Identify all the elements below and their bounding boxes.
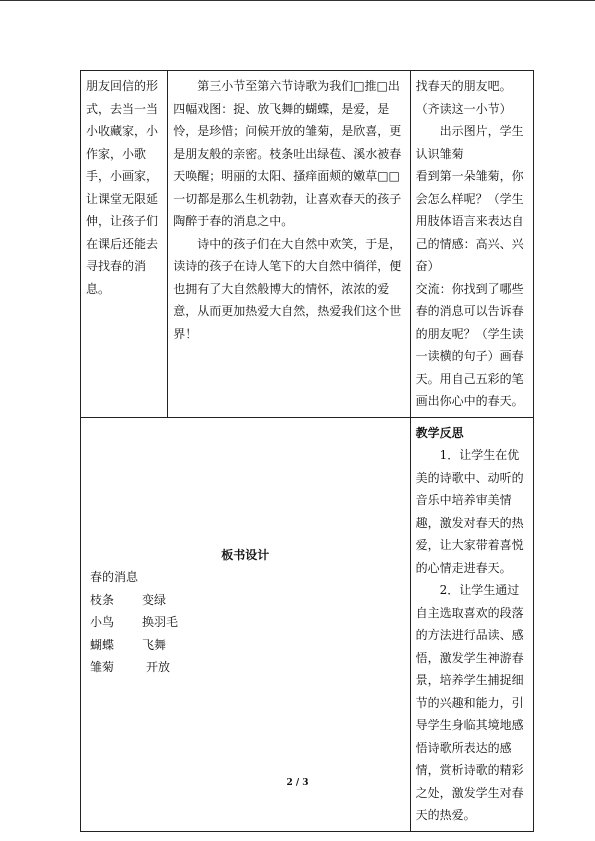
cell-design-intent <box>81 71 168 418</box>
design-intent-text: 朋友回信的形式，去当一当小收藏家，小作家，小歌手，小画家，让课堂无限延伸，让孩子们在课后还能去寻找春的消息。 <box>86 79 159 296</box>
page-number: 2 / 3 <box>286 778 309 788</box>
board-key: 小鸟 <box>90 615 115 629</box>
activity-line: 出示图片，学生认识雏菊 <box>415 124 524 161</box>
analysis-paragraph: 第三小节至第六节诗歌为我们□推□出四幅戏图：捉、放飞舞的蝴蝶，是爱，是怜，是珍惜；问候开放的雏菊，是欣喜，更是朋友般的亲密。枝条吐出绿苞、溪水被春天唤醒；明丽的太阳、搔痒面颊的嫩草□□一切都是那么生机勃勃，让喜欢春天的孩子陶醉于春的消息之中。 <box>173 79 402 228</box>
activity-line: 找春天的朋友吧。（齐读这一小节） <box>415 79 512 116</box>
board-row <box>90 589 405 612</box>
table-row <box>81 71 534 418</box>
top-rule <box>0 0 595 1</box>
table-row <box>81 417 534 831</box>
board-key: 雏菊 <box>90 660 115 674</box>
board-title: 板书设计 <box>221 547 270 562</box>
cell-analysis <box>168 71 410 418</box>
activity-line: 交流：你找到了哪些春的消息可以告诉春的朋友呢？（学生读一读横的句子）画春天。用自己五彩的笔画出你心中的春天。 <box>415 281 524 408</box>
board-value: 换羽毛 <box>142 615 179 629</box>
board-heading: 春的消息 <box>90 570 139 584</box>
lesson-table <box>80 70 534 832</box>
board-value: 飞舞 <box>142 637 167 652</box>
board-row <box>90 611 405 634</box>
reflection-paragraph: 1．让学生在优美的诗歌中、动听的音乐中培养审美情趣，激发对春天的热爱，让大家带着喜悦的心情走进春天。 <box>415 448 524 575</box>
analysis-paragraph: 诗中的孩子们在大自然中欢笑，于是，读诗的孩子在诗人笔下的大自然中徜徉，便也拥有了大自然般博大的情怀，浓浓的爱意，从而更加热爱大自然，热爱我们这个世界！ <box>173 236 402 341</box>
cell-reflection <box>410 417 533 831</box>
cell-activities <box>410 71 533 418</box>
board-value: 变绿 <box>142 592 167 607</box>
board-row <box>90 656 405 679</box>
activity-line: 看到第一朵雏菊，你会怎么样呢？（学生用肢体语言来表达自己的情感：高兴、兴奋） <box>415 169 524 273</box>
board-key: 枝条 <box>90 592 115 607</box>
board-value: 开放 <box>146 660 171 674</box>
reflection-title: 教学反思 <box>415 425 464 440</box>
board-row <box>90 634 405 657</box>
reflection-paragraph: 2．让学生通过自主选取喜欢的段落的方法进行品读、感悟，激发学生神游春景，培养学生捕捉细节的兴趣和能力，引导学生身临其境地感悟诗歌所表达的感情，赏析诗歌的精彩之处，激发学生对春天的热爱。 <box>415 583 524 822</box>
cell-board-design <box>81 417 411 831</box>
board-key: 蝴蝶 <box>90 637 115 652</box>
